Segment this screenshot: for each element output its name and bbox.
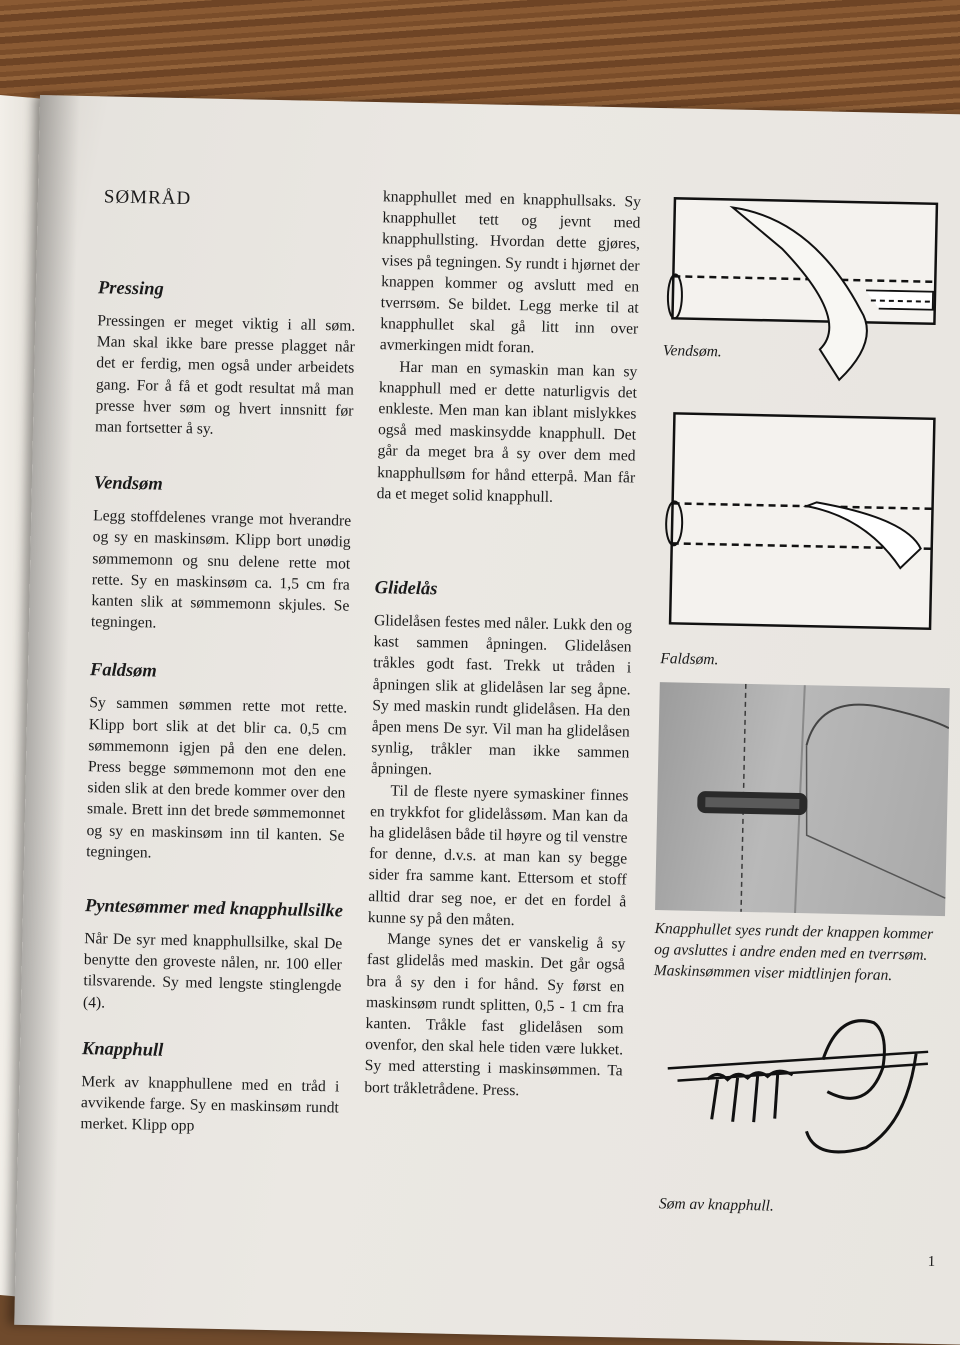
buttonhole-photo-image <box>655 682 950 916</box>
book-page <box>14 95 960 1345</box>
section-title: Pyntesømmer med knapphullsilke <box>84 896 344 922</box>
buttonhole-photo <box>655 682 950 916</box>
glidelas-p1: Glidelåsen festes med nåler. Lukk den og kast sammen åpningen. Glidelåsen tråkles godt fast. Trekk ut tråden i åpningen slik at glidelåsen lar seg åpne. Sy med maskin rundt glidelåsen. Ha den åpen mens De syr. Vil man ha glidelåsen synlig, tråkler man ikke sammen åpningen. <box>370 612 633 779</box>
section-pyntesommer <box>83 894 343 1018</box>
section-text: Pressingen er meget viktig i all søm. Man skal ikke bare presse plagget når det er ferdig, men også under arbeidets gang. For å få et godt resultat må man presse hver søm og hvert innsnitt før man fortsetter å sy. <box>94 312 356 438</box>
section-text: Sy sammen sømmen rette mot rette. Klipp bort slik at det blir ca. 0,5 cm sømmemonn igjen på den ene delen. Press begge sømmemonn mot den ene siden slik at den brede kommer over den smale. Brett inn det brede sømmemonnet og sy en maskinsøm inn til kanten. Se tegningen. <box>85 694 348 862</box>
section-faldsom <box>86 659 348 868</box>
section-vendsom <box>91 471 352 638</box>
caption-stitch: Søm av knapphull. <box>658 1195 775 1215</box>
glidelas-p3: Mange synes det er vanskelig å sy fast glidelås med maskin. Det går også bra å sy den i for hånd. Sy først en maskinsøm rundt splitten, 0,5 - 1 cm fra kanten. Tråkle fast glidelåsen som ovenfor, den skal hele tiden være lukket. Sy med attersting i maskinsømmen. Ta bort tråkletrådene. Press. <box>364 930 626 1099</box>
knapphull-maskin: Har man en symaskin man kan sy knapphull med er dette naturligvis det enkleste. Men man kan iblant mislykkes også med maskinsydde knapphull. Det går da meget bra å sy over dem med knapphullsøm for hånd etterpå. Man får da et meget solid knapphull. <box>376 358 638 506</box>
section-text: Merk av knapphullene med en tråd i avvikende farge. Sy en maskinsøm rundt merket. Klipp opp <box>80 1072 340 1135</box>
page-title: SØMRÅD <box>103 186 192 210</box>
section-title-glidelas: Glidelås <box>374 578 438 600</box>
section-pressing <box>95 276 356 443</box>
column-1 <box>80 276 356 1156</box>
knapphull-continued: knapphullet med en knapphullsaks. Sy knapphullet tett og jevnt med knapphullsting. Hvordan dette gjøres, vises på tegningen. Sy rundt i hjørnet der knappen kommer og avslutt med en tverrsøm. Se bildet. Legg merke til at knapphullet skal gå litt inn over avmerkingen midt foran. <box>379 188 642 357</box>
section-title: Knapphull <box>81 1038 164 1061</box>
section-title: Faldsøm <box>89 660 157 683</box>
faldsom-illustration <box>654 403 959 649</box>
stitch-illustration <box>656 1008 949 1164</box>
page-number: 1 <box>927 1253 936 1271</box>
section-text: Når De syr med knapphullsilke, skal De benytte den groveste nålen, nr. 100 eller tilsvarende. Sy med lengste stinglengde (4). <box>82 930 343 1012</box>
glidelas-p2: Til de fleste nyere symaskiner finnes en trykkfot for glidelåssøm. Man kan da ha glidelåsen både til høyre og til venstre for denne, d.v.s. at man kan sy begge sider fra samme kant. Ettersom et stoff alltid drar seg noe, er det en fordel å kunne sy på den måten. <box>367 782 629 930</box>
column-2 <box>364 186 641 1103</box>
caption-faldsom: Faldsøm. <box>660 650 719 669</box>
section-title: Vendsøm <box>93 473 163 495</box>
section-knapphull <box>80 1037 340 1140</box>
caption-vendsom: Vendsøm. <box>662 342 722 361</box>
section-title: Pressing <box>97 278 164 300</box>
caption-photo: Knapphullet syes rundt der knappen kommer og avsluttes i andre enden med en tverrsøm. Maskinsømmen viser midtlinjen foran. <box>653 920 934 985</box>
section-text: Legg stoffdelenes vrange mot hverandre og sy en maskinsøm. Klipp bort unødig sømmemonn og snu delene rette mot rette. Sy en maskinsøm ca. 1,5 cm fra kanten slik at sømmemonn skjules. Se tegningen. <box>90 507 352 632</box>
